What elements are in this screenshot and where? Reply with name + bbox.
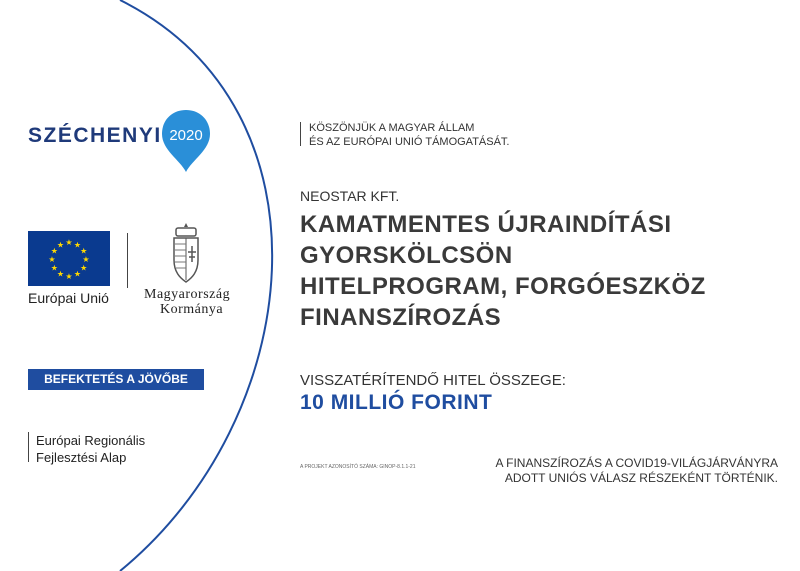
location-pin-icon [160, 108, 212, 174]
loan-label: VISSZATÉRÍTENDŐ HITEL ÖSSZEGE: [300, 372, 566, 389]
svg-text:★: ★ [73, 240, 82, 250]
svg-text:★: ★ [80, 246, 88, 256]
fund-label-line1: Európai Regionális [36, 433, 146, 448]
svg-text:★: ★ [50, 246, 58, 256]
project-id: A PROJEKT AZONOSÍTÓ SZÁMA: GINOP-8.1.1-21 [300, 464, 416, 470]
coat-of-arms-icon [166, 222, 206, 284]
svg-text:★: ★ [56, 240, 65, 250]
government-label-line2: Kormánya [160, 302, 224, 317]
beneficiary-name: NEOSTAR KFT. [300, 188, 400, 204]
loan-amount: 10 MILLIÓ FORINT [300, 391, 493, 414]
government-label-line1: Magyarország [144, 287, 231, 302]
eu-flag [28, 231, 110, 286]
fund-label [36, 432, 145, 466]
covid-note-line1: A FINANSZÍROZÁS A COVID19-VILÁGJÁRVÁNYRA [495, 456, 778, 470]
project-title-line: KAMATMENTES ÚJRAINDÍTÁSI [300, 211, 672, 238]
szechenyi-year: 2020 [169, 127, 203, 144]
eu-stars-icon [28, 231, 110, 286]
thanks-divider [300, 122, 301, 146]
covid-note-line2: ADOTT UNIÓS VÁLASZ RÉSZEKÉNT TÖRTÉNIK. [504, 471, 778, 485]
thanks-line1: KÖSZÖNJÜK A MAGYAR ÁLLAM [309, 122, 475, 134]
project-title-line: HITELPROGRAM, FORGÓESZKÖZ [300, 273, 706, 300]
svg-text:★: ★ [80, 263, 88, 273]
svg-text:★: ★ [73, 269, 82, 279]
project-title-line: FINANSZÍROZÁS [300, 304, 502, 331]
fund-label-line2: Fejlesztési Alap [36, 450, 127, 465]
covid-note [470, 456, 778, 486]
fund-divider [28, 432, 29, 462]
thanks-line2: ÉS AZ EURÓPAI UNIÓ TÁMOGATÁSÁT. [309, 136, 510, 148]
svg-text:★: ★ [82, 255, 90, 264]
investment-banner: BEFEKTETÉS A JÖVŐBE [28, 369, 204, 390]
svg-text:★: ★ [50, 263, 58, 273]
project-title [300, 209, 706, 333]
svg-text:★: ★ [56, 269, 65, 279]
logo-divider [127, 233, 128, 288]
szechenyi-logo-text: SZÉCHENYI [28, 124, 162, 147]
eu-label: Európai Unió [28, 290, 109, 306]
svg-text:★: ★ [65, 238, 73, 247]
svg-text:★: ★ [48, 255, 56, 264]
thanks-text [309, 121, 509, 149]
project-title-line: GYORSKÖLCSÖN [300, 242, 513, 269]
svg-text:★: ★ [65, 272, 73, 281]
